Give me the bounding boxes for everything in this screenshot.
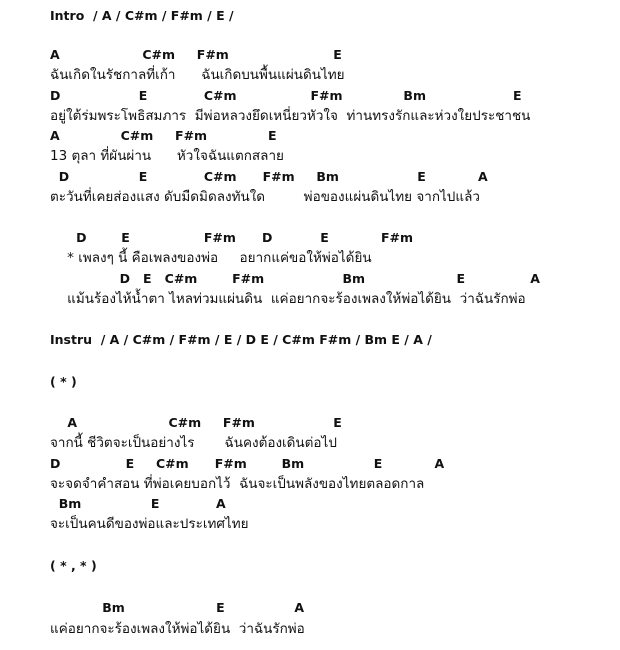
chord-line: D E C#m F#m Bm E	[50, 88, 522, 103]
lyric-line: อยู่ใต้ร่มพระโพธิสมภาร มีพ่อหลวงยึดเหนี่ยวหัวใจ ท่านทรงรักและห่วงใยประชาชน	[50, 108, 531, 124]
lyric-line: ตะวันที่เคยส่องแสง ดับมืดมิดลงทันใด พ่อของแผ่นดินไทย จากไปแล้ว	[50, 189, 480, 205]
lyric-line: 13 ตุลา ที่ผันผ่าน หัวใจฉันแตกสลาย	[50, 148, 284, 164]
chord-line: D E C#m F#m Bm E A	[50, 271, 540, 286]
lyric-line: จากนี้ ชีวิตจะเป็นอย่างไร ฉันคงต้องเดินต่อไป	[50, 435, 337, 451]
lyric-line: จะเป็นคนดีของพ่อและประเทศไทย	[50, 516, 249, 532]
lyric-line: จะจดจำคำสอน ที่พ่อเคยบอกไว้ ฉันจะเป็นพลังของไทยตลอดกาล	[50, 476, 425, 492]
chord-line: A C#m F#m E	[50, 415, 342, 430]
section-header: ( * )	[50, 374, 77, 389]
chord-line: D E C#m F#m Bm E A	[50, 169, 488, 184]
lyric-line: แม้นร้องไห้น้ำตา ไหลท่วมแผ่นดิน แค่อยากจะร้องเพลงให้พ่อได้ยิน ว่าฉันรักพ่อ	[50, 291, 526, 307]
chord-line: A C#m F#m E	[50, 128, 277, 143]
section-header: ( * , * )	[50, 558, 97, 573]
chord-line: Bm E A	[50, 496, 226, 511]
lyric-line: * เพลงๆ นี้ คือเพลงของพ่อ อยากแค่ขอให้พ่อได้ยิน	[50, 250, 372, 266]
lyric-line: ฉันเกิดในรัชกาลที่เก้า ฉันเกิดบนพื้นแผ่นดินไทย	[50, 67, 345, 83]
lyric-line: แค่อยากจะร้องเพลงให้พ่อได้ยิน ว่าฉันรักพ่อ	[50, 621, 305, 637]
chord-line: D E F#m D E F#m	[50, 230, 414, 245]
chord-line: A C#m F#m E	[50, 47, 342, 62]
section-header: Intro / A / C#m / F#m / E /	[50, 8, 234, 23]
chord-line: D E C#m F#m Bm E A	[50, 456, 445, 471]
section-header: Instru / A / C#m / F#m / E / D E / C#m F#m / Bm E / A /	[50, 332, 432, 347]
chord-line: Bm E A	[50, 600, 305, 615]
